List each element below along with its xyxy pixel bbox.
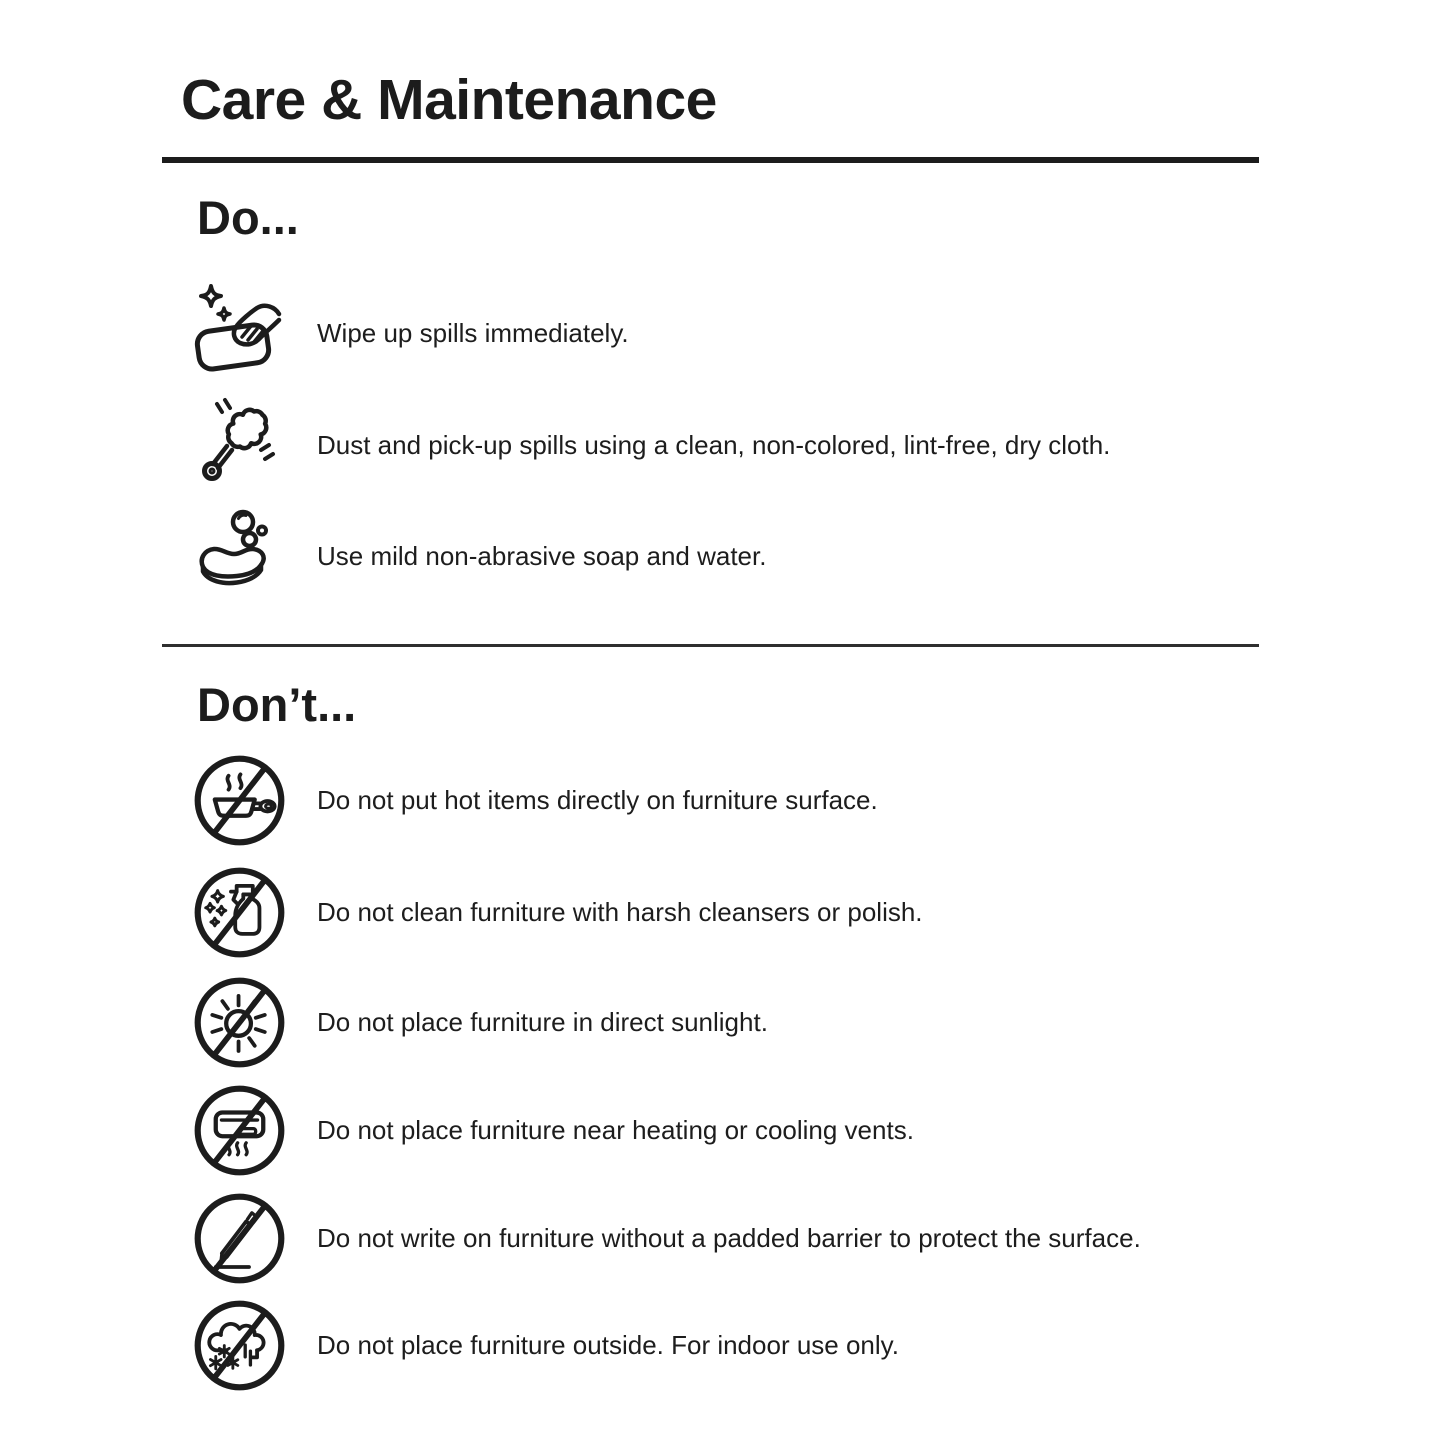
no-direct-sunlight-icon: [192, 975, 287, 1070]
dont-item-text: Do not clean furniture with harsh cleansers or polish.: [317, 896, 923, 927]
dont-item-cleansers: [162, 864, 1322, 960]
dont-item-vents: [162, 1082, 1322, 1178]
sponge-bubbles-icon: [190, 506, 290, 606]
icon-cell: [162, 974, 317, 1070]
title-divider: [162, 157, 1259, 163]
page-title: Care & Maintenance: [181, 68, 717, 132]
dont-item-outdoors: [162, 1297, 1322, 1393]
dont-item-text: Do not write on furniture without a padded barrier to protect the surface.: [317, 1222, 1141, 1253]
icon-cell: [162, 1190, 317, 1286]
dont-item-text: Do not place furniture outside. For indoor use only.: [317, 1329, 899, 1360]
icon-cell: [162, 283, 317, 383]
no-hot-pan-icon: [192, 753, 287, 848]
do-item-dust: [162, 395, 1322, 495]
icon-cell: [162, 752, 317, 848]
dont-item-text: Do not place furniture near heating or cooling vents.: [317, 1114, 914, 1145]
wipe-hand-sparkle-icon: [190, 283, 290, 383]
do-item-text: Use mild non-abrasive soap and water.: [317, 540, 767, 571]
dont-item-hot: [162, 752, 1322, 848]
feather-duster-icon: [190, 395, 290, 495]
no-spray-cleaner-icon: [192, 865, 287, 960]
icon-cell: [162, 506, 317, 606]
do-section-heading: Do...: [197, 191, 299, 244]
no-heating-cooling-vent-icon: [192, 1083, 287, 1178]
do-item-soap: [162, 506, 1322, 606]
no-pen-writing-icon: [192, 1191, 287, 1286]
do-item-wipe: [162, 283, 1322, 383]
icon-cell: [162, 395, 317, 495]
dont-item-writing: [162, 1190, 1322, 1286]
dont-section-heading: Don’t...: [197, 678, 357, 731]
dont-item-sunlight: [162, 974, 1322, 1070]
no-outdoor-weather-icon: [192, 1298, 287, 1393]
section-divider: [162, 644, 1259, 647]
dont-item-text: Do not put hot items directly on furniture surface.: [317, 784, 878, 815]
icon-cell: [162, 1082, 317, 1178]
dont-item-text: Do not place furniture in direct sunlight.: [317, 1006, 768, 1037]
do-item-text: Dust and pick-up spills using a clean, non-colored, lint-free, dry cloth.: [317, 429, 1111, 460]
icon-cell: [162, 864, 317, 960]
do-item-text: Wipe up spills immediately.: [317, 317, 629, 348]
icon-cell: [162, 1297, 317, 1393]
